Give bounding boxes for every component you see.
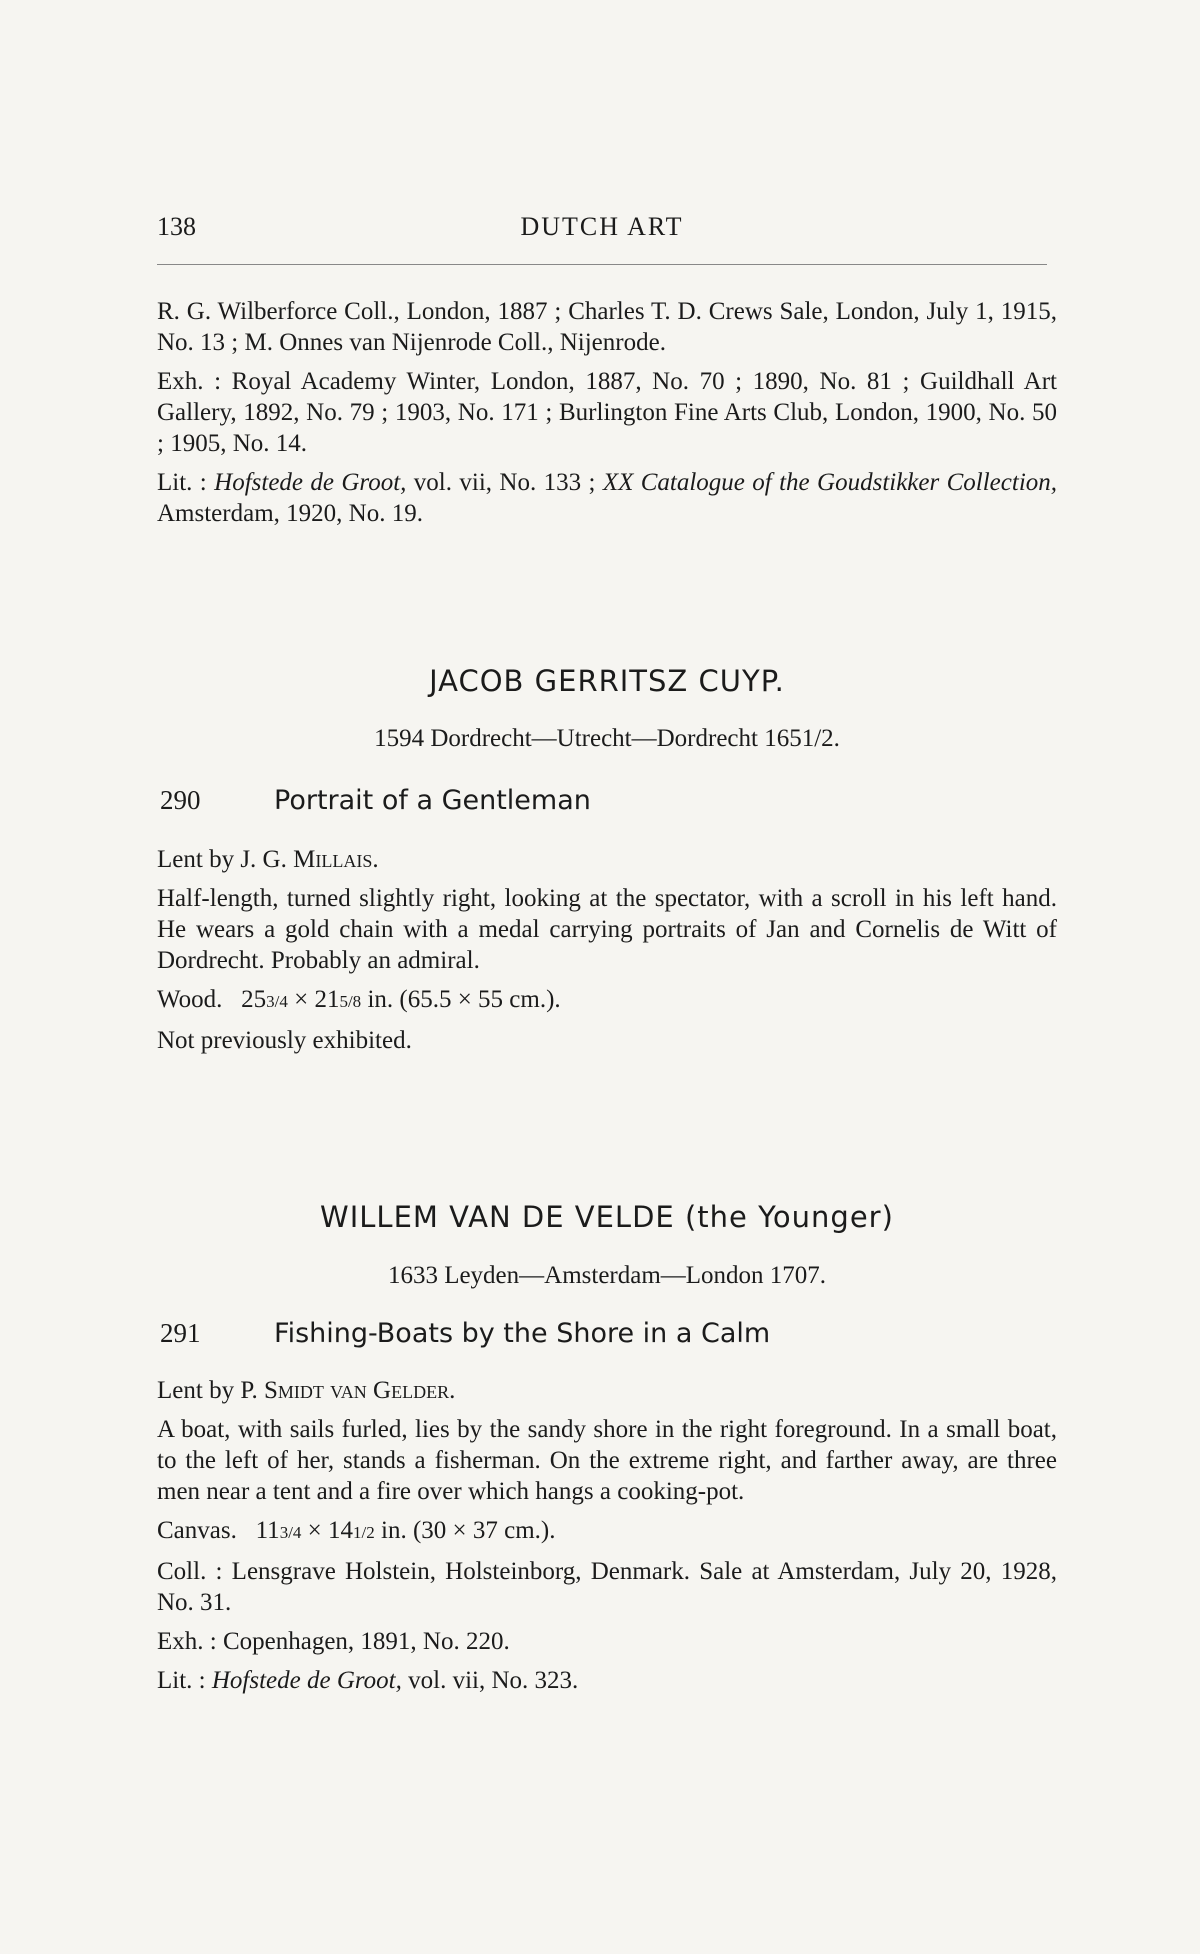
entry-title: Fishing-Boats by the Shore in a Calm bbox=[274, 1318, 771, 1349]
lender-prefix: Lent by J. G. bbox=[157, 846, 294, 873]
entry-body-290 bbox=[157, 844, 1057, 1064]
medium: Wood. bbox=[157, 986, 223, 1013]
artist-heading-van-de-velde: WILLEM VAN DE VELDE (the Younger) bbox=[320, 1200, 894, 1234]
dimension-a-fraction: 3/4 bbox=[266, 992, 288, 1011]
literature-line bbox=[157, 467, 1057, 529]
lender-name: Millais. bbox=[293, 846, 379, 873]
description: Half-length, turned slightly right, looking at the spectator, with a scroll in his left hand. He wears a gold chain with a medal carrying portraits of Jan and Cornelis de Witt of Dordrecht. Probably an admiral. bbox=[157, 885, 1057, 974]
previous-entry-provenance bbox=[157, 296, 1057, 537]
entry-number: 290 bbox=[160, 785, 201, 815]
literature-ref: Hofstede de Groot, bbox=[211, 1667, 402, 1694]
medium-dimensions bbox=[157, 984, 1057, 1017]
exhibition-history: Exh. : Copenhagen, 1891, No. 220. bbox=[157, 1628, 510, 1655]
running-head bbox=[157, 212, 1047, 252]
dimension-a-fraction: 3/4 bbox=[279, 1523, 302, 1542]
page-number: 138 bbox=[157, 212, 196, 241]
lender-name: Smidt van Gelder. bbox=[263, 1377, 456, 1404]
dimension-separator: × 21 bbox=[287, 986, 340, 1013]
literature-end: Amsterdam, 1920, No. 19. bbox=[157, 500, 423, 527]
lender-line bbox=[157, 844, 1057, 875]
entry-heading-291 bbox=[160, 1318, 1060, 1358]
collection-history: Coll. : Lensgrave Holstein, Holsteinborg, Denmark. Sale at Amsterdam, July 20, 1928, No. 31. bbox=[157, 1558, 1057, 1616]
dimension-a: 11 bbox=[255, 1517, 280, 1544]
dimension-b-fraction: 5/8 bbox=[339, 992, 362, 1011]
literature-ref-1: Hofstede de Groot, bbox=[214, 469, 407, 496]
literature-label: Lit. : bbox=[157, 1667, 206, 1694]
medium-dimensions bbox=[157, 1515, 1057, 1548]
collection-history: R. G. Wilberforce Coll., London, 1887 ; Charles T. D. Crews Sale, London, July 1, 1915, No. 13 ; M. Onnes van Nijenrode Coll., Nijenrode. bbox=[157, 298, 1057, 356]
entry-number: 291 bbox=[160, 1318, 201, 1348]
dimension-b-fraction: 1/2 bbox=[353, 1523, 375, 1542]
description: A boat, with sails furled, lies by the sandy shore in the right foreground. In a small boat, to the left of her, stands a fisherman. On the extreme right, and farther away, are three men near a tent and a fire over which hangs a cooking-pot. bbox=[157, 1416, 1057, 1505]
artist-heading-cuyp: JACOB GERRITSZ CUYP. bbox=[429, 664, 785, 698]
lender-prefix: Lent by P. bbox=[157, 1377, 264, 1404]
exhibition-note: Not previously exhibited. bbox=[157, 1027, 412, 1054]
artist-lifespan-cuyp: 1594 Dordrecht—Utrecht—Dordrecht 1651/2. bbox=[374, 725, 840, 752]
artist-lifespan-van-de-velde: 1633 Leyden—Amsterdam—London 1707. bbox=[387, 1262, 827, 1289]
literature-line bbox=[157, 1665, 1057, 1696]
running-title: DUTCH ART bbox=[520, 212, 684, 241]
entry-heading-290 bbox=[160, 785, 1060, 825]
literature-mid: vol. vii, No. 133 ; bbox=[406, 469, 603, 496]
lender-line bbox=[157, 1375, 1057, 1406]
literature-label: Lit. : bbox=[157, 469, 207, 496]
dimension-a: 25 bbox=[241, 986, 267, 1013]
medium: Canvas. bbox=[157, 1517, 237, 1544]
entry-body-291 bbox=[157, 1375, 1057, 1704]
literature-ref-2: XX Catalogue of the Goudstikker Collection, bbox=[602, 469, 1058, 496]
entry-title: Portrait of a Gentleman bbox=[274, 785, 591, 816]
header-rule bbox=[157, 264, 1047, 265]
exhibition-history: Exh. : Royal Academy Winter, London, 1887, No. 70 ; 1890, No. 81 ; Guildhall Art Gallery, 1892, No. 79 ; 1903, No. 171 ; Burlington Fine Arts Club, London, 1900, No. 50 ; 1905, No. 14. bbox=[157, 368, 1057, 457]
literature-end: vol. vii, No. 323. bbox=[401, 1667, 579, 1694]
dimension-rest: in. (30 × 37 cm.). bbox=[374, 1517, 556, 1544]
dimension-separator: × 14 bbox=[301, 1517, 354, 1544]
dimension-rest: in. (65.5 × 55 cm.). bbox=[361, 986, 561, 1013]
